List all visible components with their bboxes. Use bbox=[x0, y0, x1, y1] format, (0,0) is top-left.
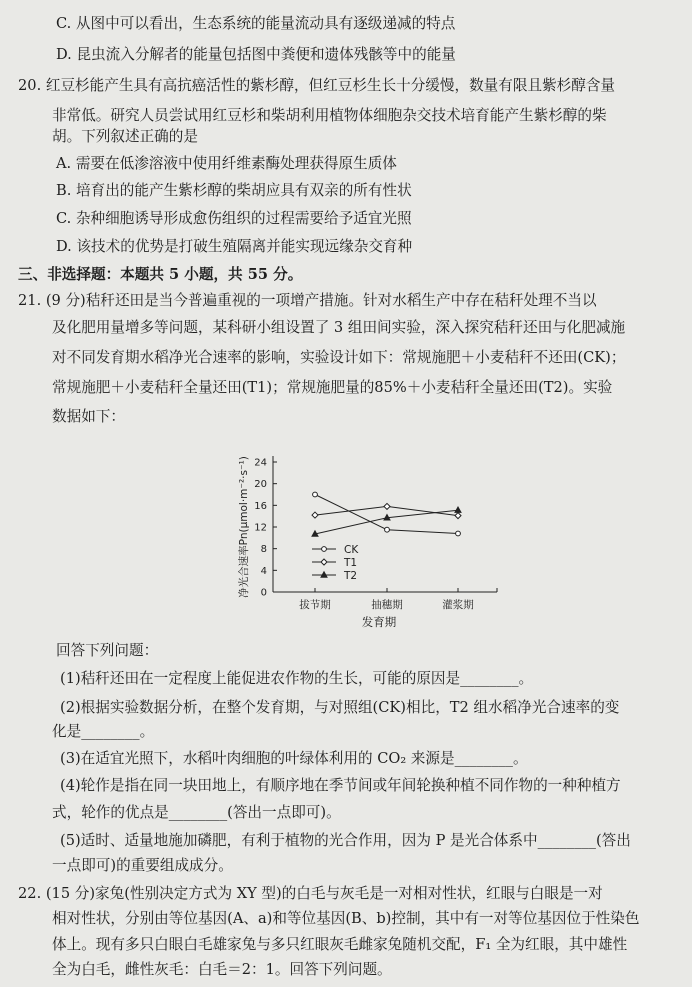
subquestion-1: (1)秸秆还田在一定程度上能促进农作物的生长，可能的原因是________。 bbox=[60, 670, 534, 687]
subquestion-4-line-1: (4)轮作是指在同一块田地上，有顺序地在季节间或年间轮换种植不同作物的一种种植方 bbox=[60, 777, 621, 794]
y-tick-label: 12 bbox=[254, 522, 267, 534]
x-tick-label: 灌浆期 bbox=[442, 599, 474, 611]
question-21-line-1: 21. (9 分)秸秆还田是当今普遍重视的一项增产措施。针对水稻生产中存在秸秆处理不当以 bbox=[18, 292, 597, 309]
y-tick-label: 20 bbox=[254, 479, 267, 491]
question-22-line-4: 全为白毛，雌性灰毛：白毛＝2：1。回答下列问题。 bbox=[52, 961, 392, 978]
x-axis-label: 发育期 bbox=[361, 615, 397, 629]
subquestion-2-line-2: 化是________。 bbox=[52, 723, 155, 740]
question-21-line-4: 常规施肥＋小麦秸秆全量还田(T1)；常规施肥量的85%＋小麦秸秆全量还田(T2)。实验 bbox=[52, 379, 613, 396]
legend-marker-ck bbox=[322, 547, 327, 552]
question-21-line-5: 数据如下： bbox=[52, 408, 125, 425]
question-21-line-2: 及化肥用量增多等问题，某科研小组设置了 3 组田间实验，深入探究秸秆还田与化肥减施 bbox=[52, 319, 626, 336]
x-tick-label: 拔节期 bbox=[299, 599, 331, 611]
y-tick-label: 0 bbox=[260, 587, 267, 599]
legend-label-t2: T2 bbox=[344, 570, 358, 582]
option-a-q20: A. 需要在低渗溶液中使用纤维素酶处理获得原生质体 bbox=[56, 155, 397, 172]
option-d-q19: D. 昆虫流入分解者的能量包括图中粪便和遗体残骸等中的能量 bbox=[56, 46, 456, 63]
x-tick-label: 抽穗期 bbox=[371, 599, 403, 611]
subquestion-4-line-2: 式，轮作的优点是________(答出一点即可)。 bbox=[52, 804, 341, 821]
subquestion-2-line-1: (2)根据实验数据分析，在整个发育期，与对照组(CK)相比，T2 组水稻净光合速率的变 bbox=[60, 699, 620, 716]
y-tick-label: 16 bbox=[254, 500, 267, 512]
data-point-ck bbox=[313, 492, 318, 497]
legend-marker-t1 bbox=[321, 559, 327, 565]
y-axis-label: 净光合速率Pn(μmol·m⁻²·s⁻¹) bbox=[238, 456, 250, 598]
question-22-line-1: 22. (15 分)家兔(性别决定方式为 XY 型)的白毛与灰毛是一对相对性状，红眼与白眼是一对 bbox=[18, 885, 603, 902]
question-20-line-1: 20. 红豆杉能产生具有高抗癌活性的紫杉醇，但红豆杉生长十分缓慢，数量有限且紫杉醇含量 bbox=[18, 77, 616, 94]
legend-label-t1: T1 bbox=[344, 557, 358, 569]
data-point-t1 bbox=[312, 512, 318, 518]
option-c-q20: C. 杂种细胞诱导形成愈伤组织的过程需要给予适宜光照 bbox=[56, 210, 412, 227]
subquestion-3: (3)在适宜光照下，水稻叶肉细胞的叶绿体利用的 CO₂ 来源是________。 bbox=[60, 750, 528, 767]
net-photosynthesis-chart bbox=[225, 432, 505, 632]
data-point-t1 bbox=[384, 503, 390, 509]
y-tick-label: 4 bbox=[260, 565, 267, 577]
question-20-line-2: 非常低。研究人员尝试用红豆杉和柴胡利用植物体细胞杂交技术培育能产生紫杉醇的柴 bbox=[52, 107, 607, 124]
option-d-q20: D. 该技术的优势是打破生殖隔离并能实现远缘杂交育种 bbox=[56, 238, 413, 255]
data-point-ck bbox=[456, 531, 461, 536]
option-c-q19: C. 从图中可以看出，生态系统的能量流动具有逐级递减的特点 bbox=[56, 15, 456, 32]
y-tick-label: 8 bbox=[260, 544, 267, 556]
data-point-ck bbox=[385, 527, 390, 532]
section-3-heading: 三、非选择题：本题共 5 小题，共 55 分。 bbox=[18, 266, 303, 283]
question-20-line-3: 胡。下列叙述正确的是 bbox=[52, 128, 198, 145]
question-21-line-3: 对不同发育期水稻净光合速率的影响，实验设计如下：常规施肥＋小麦秸秆不还田(CK)； bbox=[52, 349, 626, 366]
legend-label-ck: CK bbox=[344, 544, 359, 556]
subquestion-5-line-1: (5)适时、适量地施加磷肥，有利于植物的光合作用，因为 P 是光合体系中________(答出 bbox=[60, 832, 631, 849]
subquestion-5-line-2: 一点即可)的重要组成成分。 bbox=[52, 857, 233, 874]
y-tick-label: 24 bbox=[254, 457, 267, 469]
answer-intro: 回答下列问题： bbox=[56, 642, 159, 659]
question-22-line-3: 体上。现有多只白眼白毛雄家兔与多只红眼灰毛雌家兔随机交配，F₁ 全为红眼，其中雄性 bbox=[52, 936, 628, 953]
data-point-t2 bbox=[455, 507, 461, 512]
question-22-line-2: 相对性状，分别由等位基因(A、a)和等位基因(B、b)控制，其中有一对等位基因位于性染色 bbox=[52, 910, 640, 927]
option-b-q20: B. 培育出的能产生紫杉醇的柴胡应具有双亲的所有性状 bbox=[56, 182, 412, 199]
data-point-t1 bbox=[455, 513, 461, 519]
